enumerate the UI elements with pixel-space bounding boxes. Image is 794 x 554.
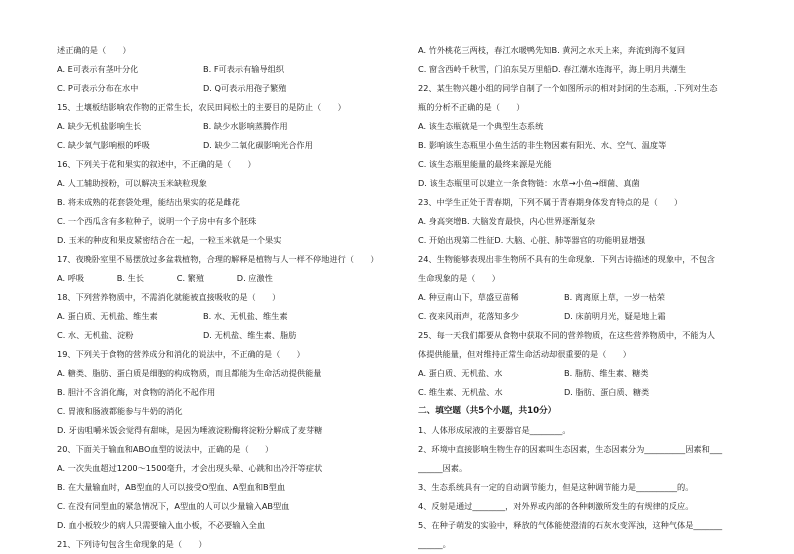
text-line: D. 血小板较少的病人只需要输入血小板，不必要输入全血 — [57, 520, 266, 531]
option-right: B. 脂肪、维生素、糖类 — [564, 368, 649, 379]
text-line: C. 开始出现第二性征D. 大脑、心脏、肺等器官的功能明显增强 — [418, 235, 646, 246]
option-left: C. 维生素、无机盐、水 — [418, 387, 503, 398]
text-line: D. 牙齿咀嚼米饭会觉得有甜味，是因为唾液淀粉酶将淀粉分解成了麦芽糖 — [57, 425, 323, 436]
text-line: A. 人工辅助授粉，可以解决玉米缺粒现象 — [57, 178, 207, 189]
option-row — [418, 383, 754, 402]
option-row — [57, 326, 387, 345]
text-line: 21、下列诗句包含生命现象的是（ ） — [57, 539, 207, 550]
text-line: D. 玉米的种皮和果皮紧密结合在一起，一粒玉米就是一个果实 — [57, 235, 282, 246]
text-line: 1、人体形成尿液的主要器官是________。 — [418, 425, 571, 436]
option-left: C. P可表示分布在水中 — [57, 83, 139, 94]
option-left: A. 蛋白质、无机盐、维生素 — [57, 311, 158, 322]
text-line: 25、每一天我们都要从食物中获取不同的营养物质，在这些营养物质中，不能为人 — [418, 330, 715, 341]
text-line: 17、夜晚卧室里不易摆放过多盆栽植物，合理的解释是植物与人一样不停地进行（ ） — [57, 254, 379, 265]
text-line: ______因素。 — [418, 463, 468, 474]
option-row — [418, 307, 754, 326]
option-right: D. 无机盐、维生素、脂肪 — [203, 330, 297, 341]
text-line: 5、在种子萌发的实验中，释放的气体能使澄清的石灰水变浑浊，这种气体是_______ — [418, 520, 723, 531]
text-line: B. 将未成熟的花套袋处理，能结出果实的花是雌花 — [57, 197, 240, 208]
text-line: 19、下列关于食物的营养成分和消化的说法中，不正确的是（ ） — [57, 349, 305, 360]
text-line: B. 在大量输血时，AB型血的人可以接受O型血、A型血和B型血 — [57, 482, 286, 493]
option-right: D. 床前明月光，疑是地上霜 — [564, 311, 666, 322]
text-line: A. 该生态瓶就是一个典型生态系统 — [418, 121, 544, 132]
option-right: B. 缺少水影响蒸腾作用 — [203, 121, 288, 132]
section-heading: 二、填空题（共5个小题，共10分） — [418, 406, 557, 417]
option-left: A. 缺少无机盐影响生长 — [57, 121, 142, 132]
option-right: B. 离离原上草，一岁一枯荣 — [564, 292, 665, 303]
text-line: 23、中学生正处于青春期，下列不属于青春期身体发育特点的是（ ） — [418, 197, 683, 208]
text-line: D. 该生态瓶里可以建立一条食物链：水草→小鱼→细菌、真菌 — [418, 178, 640, 189]
option-row — [57, 79, 387, 98]
option-right: B. 水、无机盐、维生素 — [203, 311, 288, 322]
text-line: B. 胆汁不含消化酶，对食物的消化不起作用 — [57, 387, 216, 398]
text-line: A. 一次失血超过1200～1500毫升，才会出现头晕、心跳和出冷汗等症状 — [57, 463, 323, 474]
option-row — [57, 60, 387, 79]
option-row — [418, 364, 754, 383]
text-line: C. 一个西瓜含有多粒种子，说明一个子房中有多个胚珠 — [57, 216, 257, 227]
right-column — [418, 41, 754, 554]
text-line: C. 胃液和肠液都能参与牛奶的消化 — [57, 406, 183, 417]
option-left: A. 蛋白质、无机盐、水 — [418, 368, 503, 379]
text-line: 16、下列关于花和果实的叙述中，不正确的是（ ） — [57, 159, 256, 170]
text-line: B. 影响该生态瓶里小鱼生活的非生物因素有阳光、水、空气、温度等 — [418, 140, 667, 151]
option-row — [57, 136, 387, 155]
left-column — [57, 41, 387, 554]
text-line: A. 身高突增B. 大脑发育最快，内心世界逐渐复杂 — [418, 216, 596, 227]
option-row — [57, 117, 387, 136]
text-line: C. 在没有同型血的紧急情况下，A型血的人可以少量输入AB型血 — [57, 501, 290, 512]
option-right: D. 脂肪、蛋白质、糖类 — [564, 387, 650, 398]
text-line: A. 竹外桃花三两枝，春江水暖鸭先知B. 黄河之水天上来，奔流到海不复回 — [418, 45, 686, 55]
text-line: 24、生物能够表现出非生物所不具有的生命现象．下列古诗描述的现象中，不包含 — [418, 254, 715, 265]
option-row — [418, 288, 754, 307]
option-row — [57, 307, 387, 326]
text-line: C. 该生态瓶里能量的最终来源是光能 — [418, 159, 552, 170]
text-line: A. 呼吸 B. 生长 C. 繁殖 D. 应激性 — [57, 273, 273, 284]
text-line: 18、下列营养物质中，不需消化就能被直接吸收的是（ ） — [57, 292, 281, 303]
text-line: 2、环境中直接影响生物生存的因素叫生态因素，生态因素分为__________因素和___ — [418, 444, 723, 455]
text-line: 瓶的分析不正确的是（ ） — [418, 102, 525, 113]
text-line: 3、生态系统具有一定的自动调节能力，但是这种调节能力是__________的。 — [418, 482, 694, 493]
option-right: D. 缺少二氧化碳影响光合作用 — [203, 140, 313, 151]
text-line: A. 糖类、脂肪、蛋白质是细胞的构成物质，而且都能为生命活动提供能量 — [57, 368, 322, 379]
text-line: 生命现象的是（ ） — [418, 273, 500, 284]
option-right: D. Q可表示用孢子繁殖 — [203, 83, 287, 94]
option-right: B. F可表示有输导组织 — [203, 64, 285, 75]
option-left: A. 种豆南山下，草盛豆苗稀 — [418, 292, 519, 303]
option-left: C. 夜来风雨声，花落知多少 — [418, 311, 519, 322]
text-line: 4、反射是通过________，对外界或内部的各种刺激所发生的有规律的反应。 — [418, 501, 694, 512]
option-left: C. 缺少氧气影响根的呼吸 — [57, 140, 150, 151]
text-line: 15、土壤板结影响农作物的正常生长，农民田间松土的主要目的是防止（ ） — [57, 102, 346, 113]
text-line: ______。 — [418, 539, 451, 550]
text-line: C. 窗含西岭千秋雪，门泊东吴万里船D. 春江潮水连海平，海上明月共潮生 — [418, 64, 687, 75]
option-left: C. 水、无机盐、淀粉 — [57, 330, 134, 341]
text-line: 22、某生物兴趣小组的同学自制了一个如图所示的相对封闭的生态瓶，.下列对生态 — [418, 83, 718, 94]
text-line: 述正确的是（ ） — [57, 45, 131, 55]
option-left: A. E可表示有茎叶分化 — [57, 64, 139, 75]
text-line: 20、下面关于输血和ABO血型的说法中，正确的是（ ） — [57, 444, 274, 455]
text-line: 体提供能量，但对维持正常生命活动却很重要的是（ ） — [418, 349, 631, 360]
